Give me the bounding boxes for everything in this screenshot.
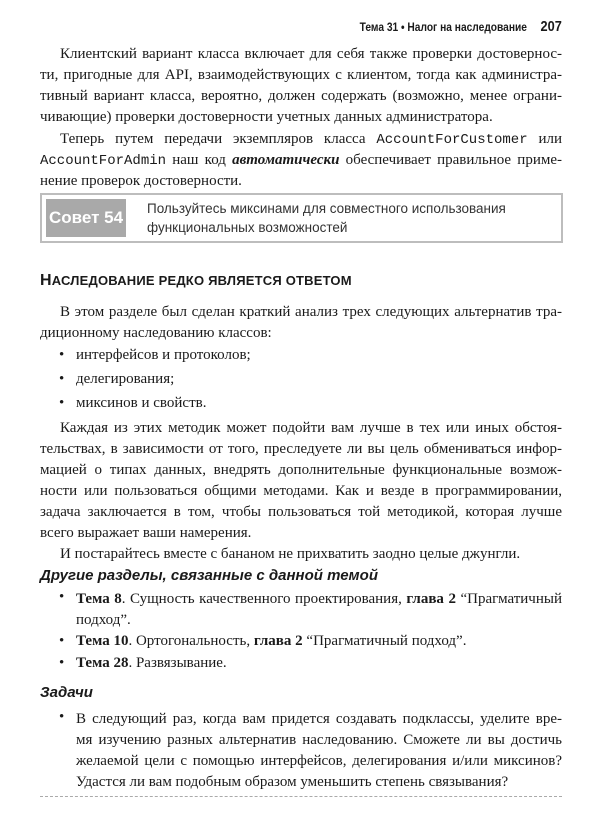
- text-line: подход”.: [76, 612, 131, 628]
- tip-text: [147, 199, 506, 237]
- text-line: Удастся ли вам подобным образом уменьшить степень связывания?: [76, 774, 509, 790]
- text-line: [76, 589, 562, 610]
- tip-line: Пользуйтесь миксинами для совместного использования: [147, 201, 506, 216]
- topic-link: Тема 8: [76, 591, 122, 607]
- chapter-ref: глава 2: [406, 591, 456, 607]
- text-line: ти, пригодные для API, взаимодействующих с клиентом, тогда как администра-: [40, 67, 562, 83]
- list-item: [60, 371, 562, 388]
- related-item: [60, 589, 562, 631]
- section-paragraph: [40, 418, 562, 565]
- text-line: Каждая из этих методик может подойти вам лучше в тех или иных обстоя-: [60, 420, 562, 436]
- section-heading: [40, 272, 352, 290]
- code-account-for-admin: AccountForAdmin: [40, 153, 167, 169]
- text-line: диционному наследованию классов:: [40, 325, 272, 341]
- text-line: нение проверок достоверности.: [40, 173, 242, 189]
- heading-rest: АСЛЕДОВАНИЕ РЕДКО ЯВЛЯЕТСЯ ОТВЕТОМ: [51, 273, 352, 288]
- closing-line: И постарайтесь вместе с бананом не прихватить заодно целые джунгли.: [60, 546, 521, 562]
- text-line: Клиентский вариант класса включает для себя также проверки достовернос-: [60, 46, 562, 62]
- text-line: тельствах, в зависимости от того, преследуете ли вы цель обмениваться инфор-: [40, 441, 562, 457]
- bullet-icon: •: [59, 371, 65, 387]
- bullet-icon: •: [59, 589, 65, 605]
- text-line: В следующий раз, когда вам придется создавать подклассы, уделите вре-: [76, 711, 562, 727]
- list-item-text: делегирования;: [76, 371, 175, 387]
- chapter-ref: глава 2: [253, 633, 303, 649]
- list-item: [60, 347, 562, 364]
- footer-rule: [40, 796, 562, 797]
- text-line: [76, 655, 562, 672]
- list-item-text: миксинов и свойств.: [76, 395, 207, 411]
- running-header: [360, 18, 562, 35]
- paragraph-1: [40, 44, 562, 128]
- text-line: чивающие) проверки достоверности учетных данных администратора.: [40, 109, 493, 125]
- text-line: [76, 633, 562, 650]
- bullet-icon: •: [59, 395, 65, 411]
- text: . Развязывание.: [128, 655, 227, 671]
- text: наш код: [172, 152, 226, 168]
- related-heading: Другие разделы, связанные с данной темой: [40, 567, 378, 584]
- text-line: мя изучению разных альтернатив наследованию. Сможете ли вы достичь: [76, 732, 562, 748]
- bullet-icon: •: [59, 347, 65, 363]
- text-line: ности или пользоваться общими методами. Как и везде в программировании,: [40, 483, 562, 499]
- related-item: [60, 633, 562, 650]
- paragraph-2: [40, 129, 562, 192]
- text: Теперь путем передачи экземпляров класса: [60, 131, 366, 147]
- topic-link: Тема 10: [76, 633, 129, 649]
- heading-initial: Н: [40, 272, 52, 289]
- bullet-icon: •: [59, 655, 65, 671]
- bullet-icon: •: [59, 709, 65, 725]
- tasks-heading: Задачи: [40, 684, 93, 701]
- text: или: [538, 131, 563, 147]
- topic-link: Тема 28: [76, 655, 129, 671]
- section-intro: [40, 302, 562, 344]
- text-line: желаемой цели с помощью интерфейсов, делегирования и/или миксинов?: [76, 753, 562, 769]
- task-item: [60, 709, 562, 793]
- code-account-for-customer: AccountForCustomer: [376, 132, 528, 148]
- text-line: [40, 150, 562, 171]
- text: . Сущность качественного проектирования,: [121, 591, 407, 607]
- text-line: всего выражает ваши намерения.: [40, 525, 252, 541]
- text: обеспечивает правильное приме-: [345, 152, 562, 168]
- emphasis: автоматически: [232, 152, 340, 168]
- tip-box: [40, 193, 563, 243]
- running-title: Тема 31 • Налог на наследование: [359, 20, 528, 34]
- text: . Ортогональность,: [128, 633, 254, 649]
- text-line: задача заключается в том, чтобы пользоваться той методикой, которая лучше: [40, 504, 562, 520]
- text-line: мацией о типах данных, внедрять дополнительные функциональные возмож-: [40, 462, 562, 478]
- list-item-text: интерфейсов и протоколов;: [76, 347, 251, 363]
- text-line: В этом разделе был сделан краткий анализ трех следующих альтернатив тра-: [60, 304, 562, 320]
- text-line: [40, 129, 562, 150]
- text-line: тивный вариант класса, вероятно, должен содержать (возможно, менее ограни-: [40, 88, 562, 104]
- tip-badge: Совет 54: [46, 199, 126, 237]
- list-item: [60, 395, 562, 412]
- page-number: 207: [540, 18, 562, 35]
- text: “Прагматичный: [455, 591, 562, 607]
- bullet-icon: •: [59, 633, 65, 649]
- text: “Прагматичный подход”.: [302, 633, 467, 649]
- related-item: [60, 655, 562, 672]
- tip-line: функциональных возможностей: [147, 220, 348, 235]
